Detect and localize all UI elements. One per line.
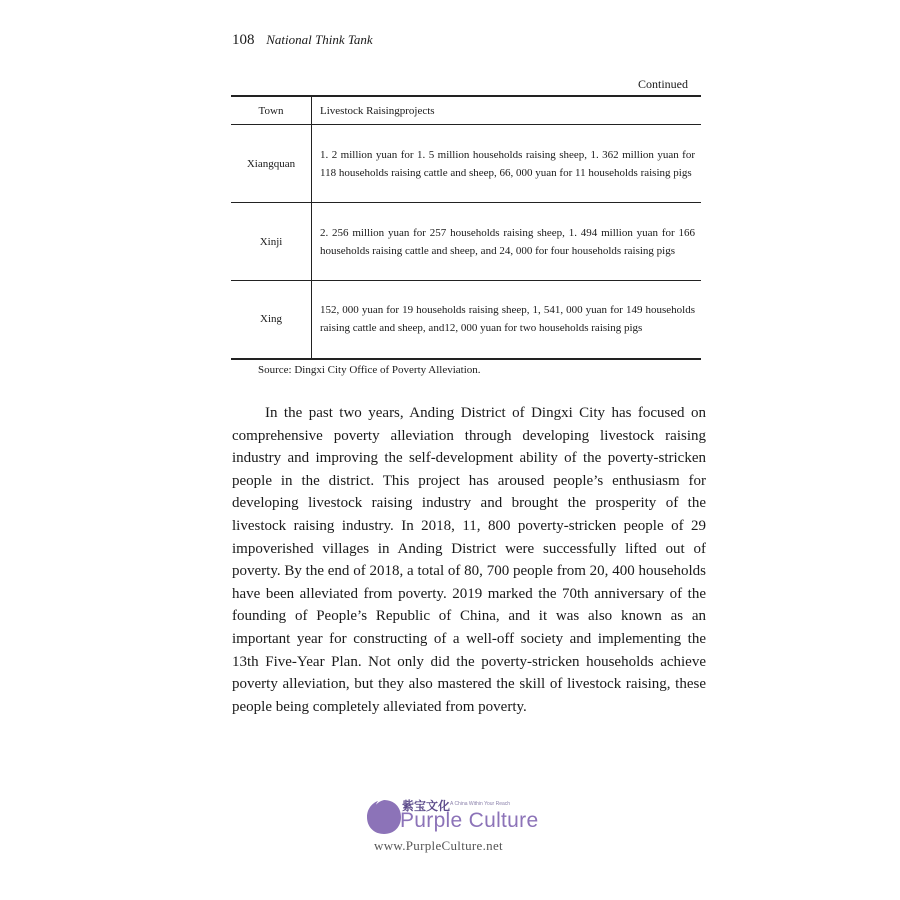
table-row	[231, 125, 701, 203]
cell-projects: 2. 256 million yuan for 257 households raising sheep, 1. 494 million yuan for 166 households raising cattle and sheep, and 24, 000 for four households raising pigs	[312, 203, 702, 281]
page-header	[232, 32, 373, 49]
body-text	[232, 402, 706, 718]
cell-projects: 1. 2 million yuan for 1. 5 million households raising sheep, 1. 362 million yuan for 118 households raising cattle and sheep, 66, 000 yuan for 11 households raising pigs	[312, 125, 702, 203]
cell-town: Xing	[231, 281, 312, 359]
table-row	[231, 281, 701, 359]
paragraph: In the past two years, Anding District of Dingxi City has focused on comprehensive poverty alleviation through developing livestock raising industry and improving the self-development ability of the poverty-stricken people in the district. This project has aroused people’s enthusiasm for developing livestock raising industry and brought the prosperity of the livestock raising industry. In 2018, 11, 800 poverty-stricken people of 29 impoverished villages in Anding District were successfully lifted out of poverty. By the end of 2018, a total of 80, 700 people from 20, 400 households have been alleviated from poverty. 2019 marked the 70th anniversary of the founding of People’s Republic of China, and it was also known as an important year for constructing of a well-off society and implementing the 13th Five-Year Plan. Not only did the poverty-stricken households achieve poverty alleviation, but they also mastered the skill of livestock raising, these people being completely alleviated from poverty.	[232, 405, 706, 715]
watermark-url: www.PurpleCulture.net	[374, 838, 503, 853]
column-header-projects: Livestock Raisingprojects	[312, 96, 702, 125]
page-number: 108	[232, 32, 255, 48]
running-title: National Think Tank	[266, 32, 373, 47]
table-row	[231, 203, 701, 281]
watermark-brand: Purple Culture	[400, 809, 539, 832]
watermark-chinese-name: 紫宝文化	[402, 799, 451, 813]
table-header-row	[231, 96, 701, 125]
column-header-town: Town	[231, 96, 312, 125]
watermark-logo	[362, 793, 582, 859]
livestock-table	[231, 95, 701, 360]
table-source-note: Source: Dingxi City Office of Poverty Alleviation.	[258, 364, 481, 376]
cell-town: Xinji	[231, 203, 312, 281]
cell-projects: 152, 000 yuan for 19 households raising sheep, 1, 541, 000 yuan for 149 households raising cattle and sheep, and12, 000 yuan for two households raising pigs	[312, 281, 702, 359]
table-continued-label: Continued	[638, 77, 688, 91]
purple-culture-logo-icon	[364, 797, 404, 837]
cell-town: Xiangquan	[231, 125, 312, 203]
watermark-tagline: A China Within Your Reach	[450, 801, 511, 807]
